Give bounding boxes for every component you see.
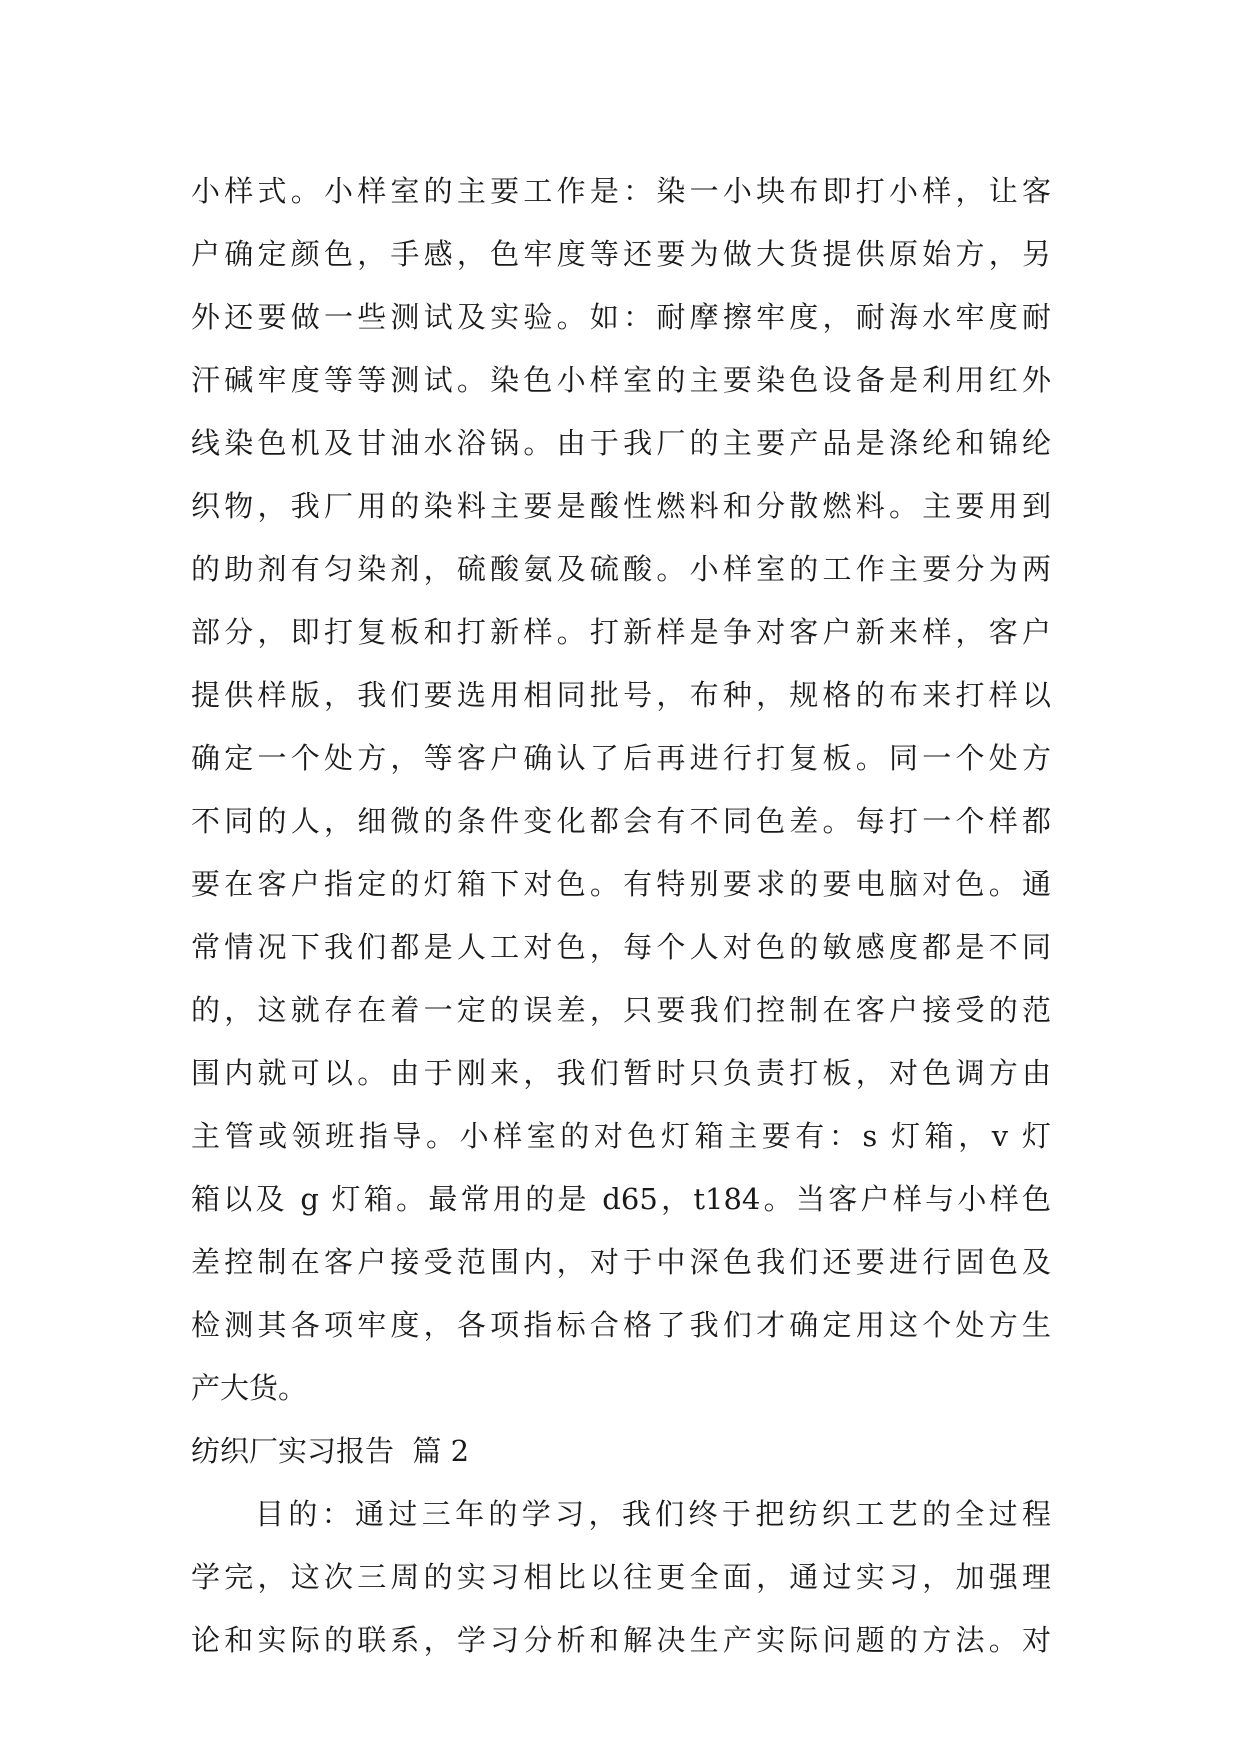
text-line: 小样式。小样室的主要工作是：染一小块布即打小样，让客 <box>191 174 1051 208</box>
text-line: 确定一个处方，等客户确认了后再进行打复板。同一个处方 <box>191 741 1051 775</box>
text-line: 产大货。 <box>191 1371 308 1405</box>
text-line: 检测其各项牢度，各项指标合格了我们才确定用这个处方生 <box>191 1308 1051 1342</box>
text-line: 的助剂有匀染剂，硫酸氨及硫酸。小样室的工作主要分为两 <box>191 552 1051 586</box>
text-line: 汗碱牢度等等测试。染色小样室的主要染色设备是利用红外 <box>191 363 1051 397</box>
document-body <box>191 160 1051 1672</box>
text-line: 围内就可以。由于刚来，我们暂时只负责打板，对色调方由 <box>191 1056 1051 1090</box>
text-line: 织物，我厂用的染料主要是酸性燃料和分散燃料。主要用到 <box>191 489 1051 523</box>
text-line: 线染色机及甘油水浴锅。由于我厂的主要产品是涤纶和锦纶 <box>191 426 1051 460</box>
text-line: 论和实际的联系，学习分析和解决生产实际问题的方法。对 <box>191 1623 1051 1657</box>
text-line: 户确定颜色，手感，色牢度等还要为做大货提供原始方，另 <box>191 237 1051 271</box>
text-line: 部分，即打复板和打新样。打新样是争对客户新来样，客户 <box>191 615 1051 649</box>
text-line: 主管或领班指导。小样室的对色灯箱主要有：s 灯箱，v 灯 <box>191 1119 1051 1153</box>
text-line: 差控制在客户接受范围内，对于中深色我们还要进行固色及 <box>191 1245 1051 1279</box>
text-line: 不同的人，细微的条件变化都会有不同色差。每打一个样都 <box>191 804 1051 838</box>
text-line: 学完，这次三周的实习相比以往更全面，通过实习，加强理 <box>191 1560 1051 1594</box>
text-line: 的，这就存在着一定的误差，只要我们控制在客户接受的范 <box>191 993 1051 1027</box>
text-line: 箱以及 g 灯箱。最常用的是 d65，t184。当客户样与小样色 <box>191 1182 1051 1216</box>
text-line: 常情况下我们都是人工对色，每个人对色的敏感度都是不同 <box>191 930 1051 964</box>
section-heading: 纺织厂实习报告 篇 2 <box>191 1434 470 1468</box>
text-line: 要在客户指定的灯箱下对色。有特别要求的要电脑对色。通 <box>191 867 1051 901</box>
text-line: 外还要做一些测试及实验。如：耐摩擦牢度，耐海水牢度耐 <box>191 300 1051 334</box>
text-line: 提供样版，我们要选用相同批号，布种，规格的布来打样以 <box>191 678 1051 712</box>
text-line: 目的：通过三年的学习，我们终于把纺织工艺的全过程 <box>255 1497 1051 1531</box>
